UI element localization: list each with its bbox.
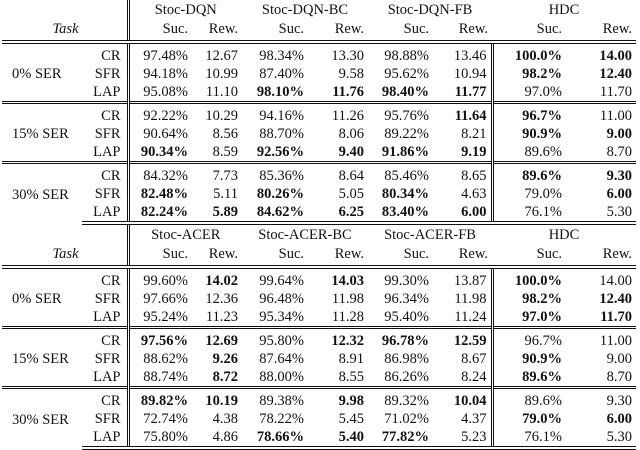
reward-cell: 11.98 [331,291,365,307]
success-cell: 86.98% [384,351,430,367]
results-table-dqn [2,0,636,225]
success-cell: 89.22% [384,126,430,142]
ser-group-label: 30% SER [2,163,82,224]
reward-cell: 8.67 [461,351,487,367]
success-cell: 87.40% [259,66,304,82]
reward-cell: 5.40 [308,428,368,448]
table-row [2,350,636,368]
reward-cell: 13.30 [331,48,365,64]
task-label: CR [101,273,121,289]
task-label: CR [82,388,128,411]
reward-cell: 5.30 [566,428,636,448]
table-row [2,125,636,143]
success-cell: 90.34% [128,143,192,163]
table-row [2,185,636,203]
ser-group-label: 0% SER [12,291,62,307]
task-label: LAP [93,369,121,385]
reward-cell: 10.94 [453,66,487,82]
success-cell: 89.32% [368,388,433,411]
reward-cell: 11.26 [308,103,368,126]
reward-cell: 13.46 [453,48,487,64]
success-header: Suc. [368,244,433,267]
reward-cell: 9.26 [212,351,238,367]
reward-header: Rew. [566,19,636,42]
ser-group-label: 15% SER [2,103,82,163]
method-header: Stoc-DQN-FB [387,1,473,18]
success-cell: 79.0% [492,410,566,428]
reward-cell: 5.11 [213,186,238,202]
table-row [2,308,636,328]
reward-cell: 11.70 [600,309,633,325]
reward-cell: 11.77 [454,84,487,100]
task-header: Task [2,19,128,42]
success-cell: 100.0% [492,267,566,290]
reward-cell: 11.00 [566,328,636,351]
results-table [2,0,636,225]
reward-cell: 5.89 [192,203,242,223]
ser-group-label: 0% SER [12,66,62,82]
success-cell: 78.66% [242,428,308,448]
table-row [2,290,636,308]
reward-cell: 5.23 [433,428,492,448]
success-cell: 85.46% [368,163,433,186]
reward-header: Rew. [433,19,492,42]
reward-cell: 10.99 [205,66,238,82]
reward-cell: 11.76 [332,84,365,100]
success-header: Suc. [128,244,192,267]
reward-cell: 12.40 [599,66,633,82]
reward-cell: 5.05 [338,186,365,202]
success-cell: 100.0% [492,42,566,65]
reward-cell: 8.21 [461,126,487,142]
method-header: Stoc-DQN-BC [261,1,349,18]
reward-cell: 4.38 [212,411,238,427]
reward-cell: 12.67 [205,48,238,64]
task-label: LAP [82,203,128,223]
success-cell: 75.80% [128,428,192,448]
success-cell: 84.32% [128,163,192,186]
ser-group-label: 30% SER [2,388,82,449]
success-cell: 79.0% [492,185,566,203]
success-cell: 76.1% [492,428,566,448]
method-header-row [2,0,636,19]
results-table-acer [2,225,636,450]
reward-cell: 14.02 [205,273,238,289]
reward-cell: 8.59 [212,144,238,160]
table-row [2,83,636,103]
reward-cell: 8.70 [606,144,633,160]
success-cell: 71.02% [384,411,430,427]
reward-cell: 4.63 [461,186,487,202]
reward-cell: 10.29 [192,103,242,126]
success-cell: 85.36% [242,163,308,186]
success-cell: 98.2% [492,65,566,83]
reward-header: Rew. [308,19,368,42]
success-cell: 89.6% [492,163,566,186]
success-cell: 83.40% [368,203,433,223]
method-header: Stoc-ACER-FB [384,226,476,243]
success-cell: 96.48% [259,291,304,307]
ser-group-label: 15% SER [2,328,82,388]
success-cell: 90.9% [492,125,566,143]
reward-header: Rew. [192,244,242,267]
success-cell: 95.62% [384,66,430,82]
success-cell: 86.26% [384,369,430,385]
success-cell: 88.74% [128,368,192,388]
success-cell: 90.9% [492,350,566,368]
reward-cell: 12.36 [205,291,238,307]
success-header: Suc. [368,19,433,42]
success-cell: 99.64% [259,273,304,289]
method-header: Stoc-DQN [128,0,242,19]
task-label: CR [82,328,128,351]
reward-cell: 6.00 [606,186,633,202]
reward-cell: 4.86 [192,428,242,448]
reward-cell: 9.40 [338,144,365,160]
reward-cell: 12.59 [433,328,492,351]
reward-cell: 8.91 [338,351,365,367]
success-cell: 76.1% [492,203,566,223]
success-cell: 99.30% [384,273,430,289]
task-label: SFR [94,66,121,82]
reward-cell: 8.70 [606,369,633,385]
reward-cell: 9.00 [606,351,633,367]
success-cell: 97.0% [492,83,566,103]
table-row [2,267,636,290]
table-row [2,410,636,428]
reward-cell: 8.64 [308,163,368,186]
task-label: LAP [93,84,121,100]
reward-header: Rew. [308,244,368,267]
table-row [2,203,636,223]
reward-cell: 10.19 [192,388,242,411]
success-cell: 99.60% [128,267,192,290]
success-cell: 89.6% [492,368,566,388]
task-label: SFR [94,186,121,202]
success-cell: 95.80% [242,328,308,351]
success-cell: 80.34% [381,186,430,202]
success-cell: 92.56% [256,144,304,160]
table-row [2,103,636,126]
success-cell: 97.66% [128,290,192,308]
success-cell: 98.34% [259,48,304,64]
reward-cell: 11.10 [205,84,238,100]
reward-header: Rew. [433,244,492,267]
success-cell: 94.18% [128,65,192,83]
reward-cell: 11.24 [454,309,487,325]
task-label: LAP [93,144,121,160]
success-cell: 98.88% [384,48,430,64]
task-label: CR [82,163,128,186]
success-cell: 82.48% [128,185,192,203]
reward-cell: 8.06 [338,126,365,142]
task-header: Task [2,244,128,267]
reward-cell: 7.73 [192,163,242,186]
reward-cell: 14.00 [599,48,633,64]
metric-header-row [2,19,636,42]
task-label: LAP [93,309,121,325]
reward-cell: 5.30 [566,203,636,223]
task-label: SFR [94,411,121,427]
success-cell: 97.0% [492,308,566,328]
success-cell: 82.24% [128,203,192,223]
success-cell: 97.56% [128,328,192,351]
success-cell: 96.34% [384,291,430,307]
reward-cell: 9.58 [338,66,365,82]
success-cell: 95.34% [259,309,304,325]
success-cell: 95.76% [368,103,433,126]
success-header: Suc. [242,19,308,42]
table-row [2,163,636,186]
task-label: SFR [94,351,121,367]
method-header: Stoc-ACER [128,225,242,244]
reward-cell: 11.70 [599,84,633,100]
table-row [2,65,636,83]
success-cell: 92.22% [128,103,192,126]
method-header: HDC [548,1,580,18]
success-cell: 94.16% [242,103,308,126]
success-cell: 80.26% [256,186,304,202]
success-cell: 88.62% [128,350,192,368]
success-header: Suc. [492,244,566,267]
reward-cell: 12.32 [308,328,368,351]
reward-header: Rew. [566,244,636,267]
task-label: LAP [82,428,128,448]
method-header-row [2,225,636,244]
reward-cell: 9.30 [566,388,636,411]
success-cell: 98.40% [381,84,430,100]
success-cell: 84.62% [242,203,308,223]
reward-cell: 6.25 [308,203,368,223]
reward-cell: 10.04 [433,388,492,411]
success-cell: 89.38% [242,388,308,411]
reward-cell: 8.65 [433,163,492,186]
success-cell: 88.70% [259,126,304,142]
method-header: HDC [548,226,580,243]
reward-cell: 11.28 [331,309,365,325]
table-row [2,42,636,65]
task-label: SFR [94,126,121,142]
metric-header-row [2,244,636,267]
success-header: Suc. [492,19,566,42]
table-row [2,428,636,448]
success-cell: 98.2% [492,290,566,308]
reward-cell: 8.56 [212,126,238,142]
reward-cell: 11.00 [566,103,636,126]
reward-cell: 11.98 [454,291,487,307]
success-cell: 98.10% [256,84,304,100]
reward-header: Rew. [192,19,242,42]
reward-cell: 14.00 [599,273,633,289]
success-header: Suc. [128,19,192,42]
success-cell: 96.7% [492,328,566,351]
reward-cell: 12.40 [599,291,633,307]
method-header: Stoc-ACER-BC [258,226,352,243]
reward-cell: 5.45 [338,411,365,427]
success-cell: 91.86% [381,144,430,160]
success-cell: 95.24% [128,308,192,328]
reward-cell: 11.64 [433,103,492,126]
success-cell: 77.82% [368,428,433,448]
reward-cell: 12.69 [192,328,242,351]
success-header: Suc. [242,244,308,267]
success-cell: 89.6% [492,388,566,411]
results-table [2,225,636,450]
table-row [2,143,636,163]
success-cell: 95.08% [128,83,192,103]
success-cell: 96.78% [368,328,433,351]
table-row [2,388,636,411]
reward-cell: 4.37 [461,411,487,427]
reward-cell: 9.98 [308,388,368,411]
success-cell: 89.6% [492,143,566,163]
reward-cell: 8.72 [212,369,238,385]
reward-cell: 14.03 [331,273,365,289]
success-cell: 72.74% [128,410,192,428]
reward-cell: 9.00 [606,126,633,142]
task-label: CR [82,103,128,126]
success-cell: 95.40% [384,309,430,325]
success-cell: 97.48% [128,42,192,65]
reward-cell: 13.87 [453,273,487,289]
table-row [2,328,636,351]
task-label: CR [101,48,121,64]
reward-cell: 9.19 [461,144,487,160]
table-row [2,368,636,388]
reward-cell: 6.00 [606,411,633,427]
task-label: SFR [94,291,121,307]
success-cell: 90.64% [128,125,192,143]
success-cell: 96.7% [492,103,566,126]
reward-cell: 6.00 [433,203,492,223]
success-cell: 78.22% [259,411,304,427]
reward-cell: 9.30 [566,163,636,186]
success-cell: 88.00% [259,369,304,385]
reward-cell: 8.24 [461,369,487,385]
success-cell: 87.64% [259,351,304,367]
reward-cell: 11.23 [205,309,238,325]
success-cell: 89.82% [128,388,192,411]
reward-cell: 8.55 [338,369,365,385]
